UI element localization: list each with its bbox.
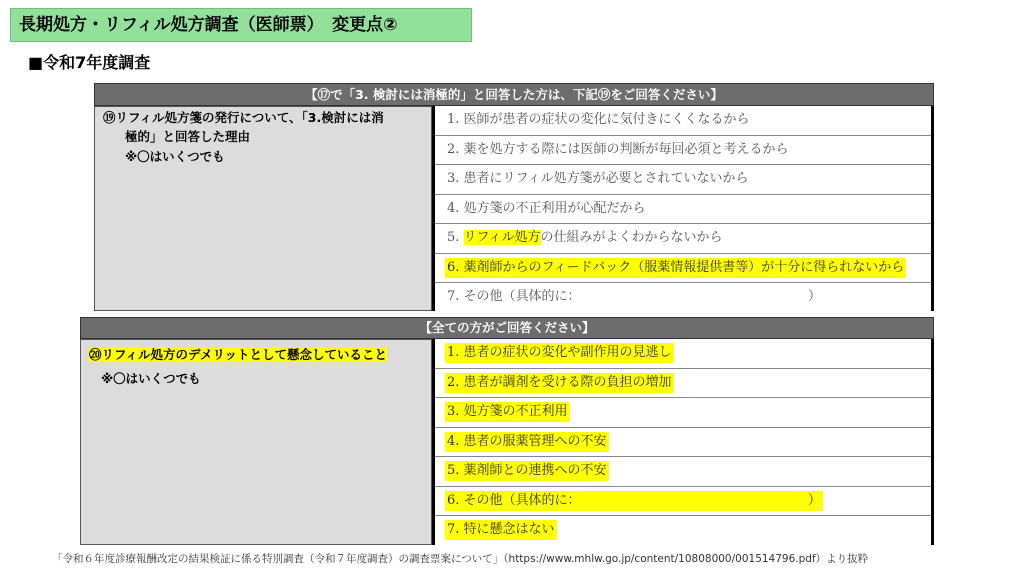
section1-question-line1: ⑲リフィル処方箋の発行について、「3.検討には消 xyxy=(103,110,384,125)
answer-text: の仕組みがよくわからないから xyxy=(540,230,723,245)
answer-option[interactable]: 2. 薬を処方する際には医師の判断が毎回必須と考えるから xyxy=(435,136,931,165)
answer-option[interactable]: 1. 患者の症状の変化や副作用の見逃し xyxy=(435,339,931,369)
section1-header: 【⑰で「3. 検討には消極的」と回答した方は、下記⑲をご回答ください】 xyxy=(94,83,934,106)
answer-option[interactable]: 6. その他（具体的に： ） xyxy=(435,487,931,516)
answer-option[interactable]: 6. 薬剤師からのフィードバック（服薬情報提供書等）が十分に得られないから xyxy=(435,254,931,283)
answer-option[interactable]: 5. 薬剤師との連携への不安 xyxy=(435,457,931,487)
survey-year-heading: ■令和7年度調査 xyxy=(28,53,151,72)
section2-answer-list xyxy=(432,339,934,545)
source-citation: 「令和６年度診療報酬改定の結果検証に係る特別調査（令和７年度調査）の調査票案について」（https://www.mhlw.go.jp/content/10808000/001514796.pdf）より抜粋 xyxy=(52,553,869,565)
answer-option[interactable]: 2. 患者が調剤を受ける際の負担の増加 xyxy=(435,369,931,398)
section2-header: 【全ての方がご回答ください】 xyxy=(80,317,934,339)
page-title: 長期処方・リフィル処方調査（医師票） 変更点② xyxy=(10,8,472,42)
section2-question: ⑳リフィル処方のデメリットとして懸念していること xyxy=(89,347,388,362)
section2-question-note: ※〇はいくつでも xyxy=(101,371,201,386)
answer-option[interactable]: 7. その他（具体的に： ） xyxy=(447,289,822,304)
answer-option[interactable]: 7. 特に懸念はない xyxy=(435,516,931,545)
highlighted-term: リフィル処方 xyxy=(463,230,541,245)
answer-option[interactable]: 4. 患者の服薬管理への不安 xyxy=(435,428,931,457)
section1-question-cell xyxy=(94,106,432,311)
answer-option[interactable]: 1. 医師が患者の症状の変化に気付きにくくなるから xyxy=(435,106,931,136)
answer-option[interactable]: 4. 処方箋の不正利用が心配だから xyxy=(435,195,931,224)
answer-option[interactable]: 3. 処方箋の不正利用 xyxy=(435,398,931,428)
section1-question-line2: 極的」と回答した理由 xyxy=(125,129,251,144)
section2-question-cell xyxy=(80,339,432,545)
answer-number: 5. xyxy=(447,230,464,245)
answer-option[interactable]: 3. 患者にリフィル処方箋が必要とされていないから xyxy=(435,165,931,195)
section1-answer-list xyxy=(432,106,934,311)
answer-option[interactable] xyxy=(435,224,931,254)
section1-question-note: ※〇はいくつでも xyxy=(125,149,225,164)
